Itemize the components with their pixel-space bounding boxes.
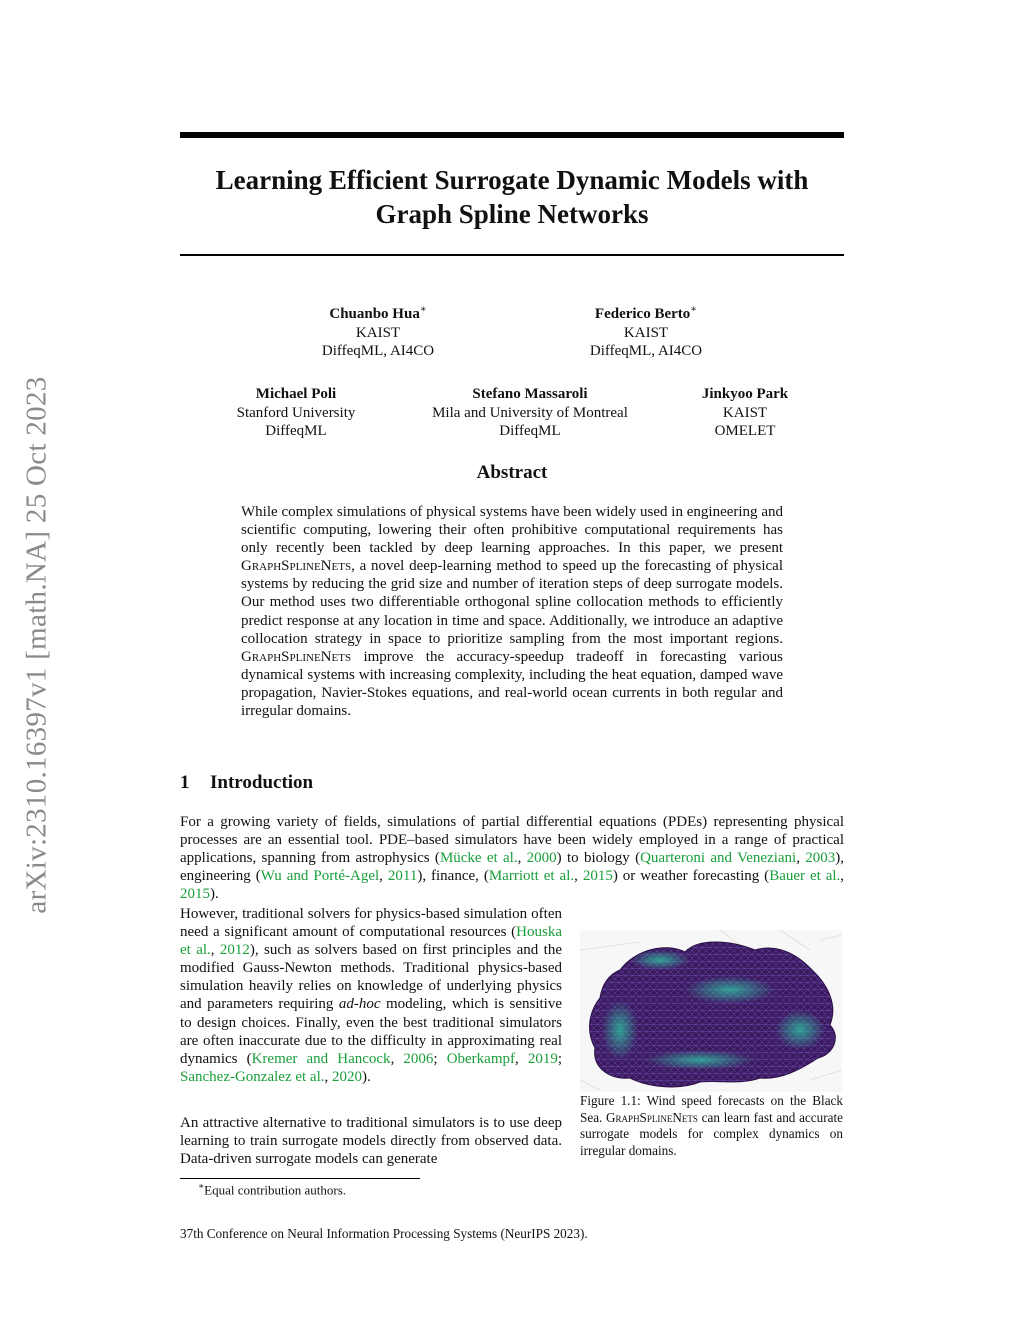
intro-paragraph: However, traditional solvers for physics-based simulation often need a significant amount of computational resources (Houska et al., 2012), such as solvers based on first principles and the modified Gauss-Newton methods. Traditional physics-based simulation heavily relies on knowledge of underlying physics and parameters requiring ad-hoc modeling, which is sensitive to design choices. Finally, even the best traditional simulators are often inaccurate due to the difficulty in approximating real dynamics (Kremer and Hancock, 2006; Oberkampf, 2019; Sanchez-Gonzalez et al., 2020).	[180, 906, 563, 1085]
citation-link[interactable]: Kremer and Hancock	[251, 1050, 391, 1067]
intro-paragraph: An attractive alternative to traditional simulators is to use deep learning to train surrogate models directly from observed data. Data-driven surrogate models can generate	[180, 1115, 562, 1168]
conference-footer: 37th Conference on Neural Information Processing Systems (NeurIPS 2023).	[180, 1226, 588, 1241]
citation-link[interactable]: Bauer et al.	[769, 868, 841, 885]
citation-link[interactable]: 2015	[582, 868, 613, 885]
citation-link[interactable]: 2011	[387, 868, 418, 885]
black-sea-mesh-figure	[580, 930, 842, 1092]
figure-caption: Figure 1.1: Wind speed forecasts on the Black Sea. GraphSplineNets can learn fast and accurate surrogate models for complex dynamics on irregular domains.	[580, 1093, 843, 1158]
arxiv-sidebar	[12, 330, 62, 960]
citation-link[interactable]: Houska et al.	[180, 924, 562, 959]
footnote-rule	[180, 1178, 420, 1179]
arxiv-id: arXiv:2310.16397v1 [math.NA] 25 Oct 2023	[20, 376, 53, 914]
author-block: Stefano Massaroli Mila and University of Montreal DiffeqML	[432, 386, 628, 439]
paper-title: Learning Efficient Surrogate Dynamic Models with Graph Spline Networks	[215, 165, 809, 229]
author-block: Federico Berto∗ KAIST DiffeqML, AI4CO	[589, 304, 703, 359]
citation-link[interactable]: 2012	[219, 942, 250, 959]
citation-link[interactable]: Wu and Porté-Agel	[260, 868, 380, 885]
citation-link[interactable]: 2003	[805, 850, 836, 867]
citation-link[interactable]: 2000	[526, 850, 557, 867]
title-top-rule	[180, 132, 844, 138]
citation-link[interactable]: 2006	[403, 1050, 434, 1067]
citation-link[interactable]: 2015	[180, 886, 210, 903]
abstract-heading: Abstract	[476, 462, 548, 483]
author-block: Jinkyoo Park KAIST OMELET	[701, 386, 789, 439]
citation-link[interactable]: Sanchez-Gonzalez et al.	[180, 1068, 325, 1085]
citation-link[interactable]: Quarteroni and Veneziani	[640, 850, 797, 867]
intro-paragraph: For a growing variety of fields, simulations of partial differential equations (PDEs) representing physical processes are an essential tool. PDE–based simulators have been widely employed in a range of practical applications, spanning from astrophysics (Mücke et al., 2000) to biology (Quarteroni and Veneziani, 2003), engineering (Wu and Porté-Agel, 2011), finance, (Marriott et al., 2015) or weather forecasting (Bauer et al., 2015).	[180, 814, 845, 903]
author-block: Michael Poli Stanford University DiffeqML	[236, 386, 356, 439]
citation-link[interactable]: Mücke et al.	[439, 850, 518, 867]
citation-link[interactable]: Marriott et al.	[488, 868, 575, 885]
citation-link[interactable]: 2019	[527, 1050, 558, 1067]
citation-link[interactable]: Oberkampf	[446, 1050, 515, 1067]
abstract-body: While complex simulations of physical systems have been widely used in engineering and scientific computing, lowering their often prohibitive computational requirements has only recently been tackled by deep learning approaches. In this paper, we present GraphSplineNets, a novel deep-learning method to speed up the forecasting of physical systems by reducing the grid size and number of iteration steps of deep surrogate models. Our method uses two differentiable orthogonal spline collocation methods to efficiently predict response at any location in time and space. Additionally, we introduce an adaptive collocation strategy in space to prioritize sampling from the most important regions. GraphSplineNets improve the accuracy-speedup tradeoff in forecasting various dynamical systems with increasing complexity, including the heat equation, damped wave propagation, Navier-Stokes equations, and real-world ocean currents in both regular and irregular domains.	[241, 504, 783, 720]
section-heading: 1 Introduction	[180, 772, 314, 793]
author-block: Chuanbo Hua∗ KAIST DiffeqML, AI4CO	[321, 304, 435, 359]
footnote: ∗Equal contribution authors.	[198, 1181, 347, 1198]
citation-link[interactable]: 2020	[332, 1068, 362, 1085]
title-bottom-rule	[180, 254, 844, 256]
